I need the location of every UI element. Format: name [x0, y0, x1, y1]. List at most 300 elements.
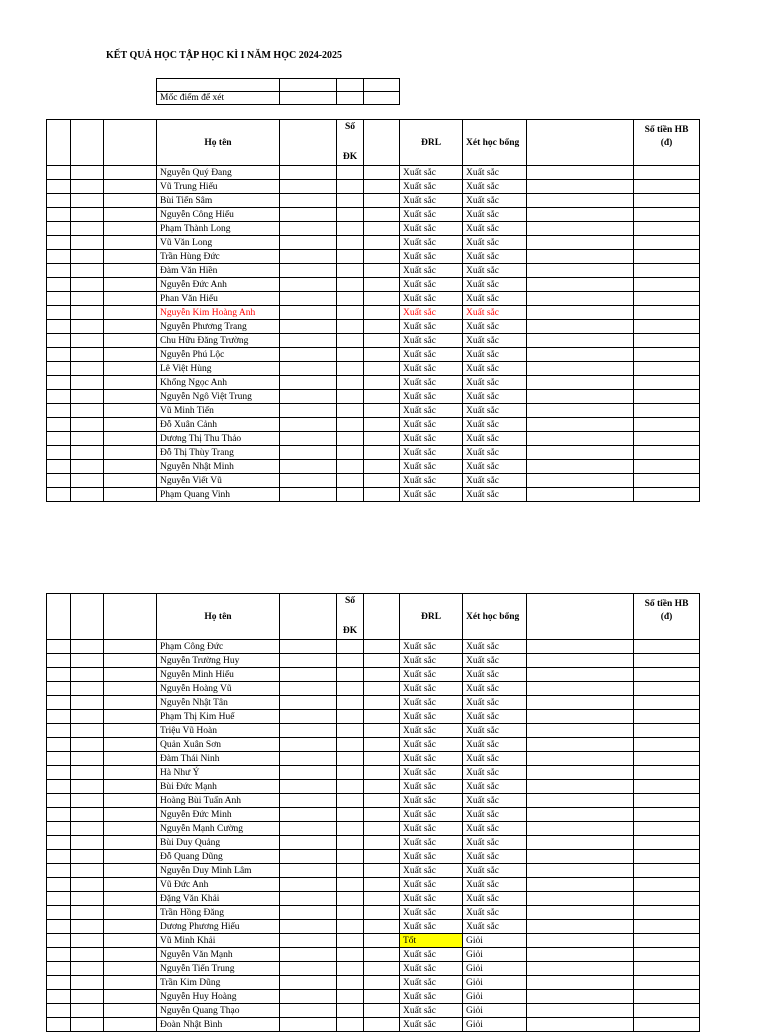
scholarship-value[interactable]: Giỏi	[463, 976, 527, 990]
cell[interactable]	[364, 460, 400, 474]
cell[interactable]	[104, 418, 157, 432]
cell[interactable]	[634, 934, 700, 948]
student-name[interactable]: Vũ Văn Long	[157, 236, 280, 250]
cell[interactable]	[104, 222, 157, 236]
cell[interactable]	[104, 236, 157, 250]
cell[interactable]	[280, 808, 337, 822]
cell[interactable]	[337, 180, 364, 194]
cell[interactable]	[104, 348, 157, 362]
cell[interactable]	[47, 222, 71, 236]
scholarship-value[interactable]: Xuất sắc	[463, 738, 527, 752]
scholarship-value[interactable]: Xuất sắc	[463, 696, 527, 710]
drl-value[interactable]: Xuất sắc	[400, 822, 463, 836]
cell[interactable]	[104, 822, 157, 836]
cell[interactable]	[337, 724, 364, 738]
cell[interactable]	[71, 418, 104, 432]
cell[interactable]	[71, 920, 104, 934]
cell[interactable]	[47, 488, 71, 502]
cell[interactable]	[47, 696, 71, 710]
cell[interactable]	[364, 432, 400, 446]
cell[interactable]	[71, 906, 104, 920]
scholarship-value[interactable]: Giỏi	[463, 934, 527, 948]
cell[interactable]	[280, 710, 337, 724]
cell[interactable]	[47, 990, 71, 1004]
cell[interactable]	[364, 878, 400, 892]
cell[interactable]	[337, 194, 364, 208]
cell[interactable]	[364, 906, 400, 920]
cell[interactable]	[47, 432, 71, 446]
cell[interactable]	[364, 320, 400, 334]
cell[interactable]	[634, 446, 700, 460]
cell[interactable]	[364, 962, 400, 976]
cell[interactable]	[337, 836, 364, 850]
student-name[interactable]: Nguyễn Văn Mạnh	[157, 948, 280, 962]
cell[interactable]	[364, 640, 400, 654]
cell[interactable]	[47, 976, 71, 990]
drl-value[interactable]: Xuất sắc	[400, 376, 463, 390]
cell[interactable]	[527, 292, 634, 306]
cell[interactable]	[337, 752, 364, 766]
scholarship-value[interactable]: Xuất sắc	[463, 780, 527, 794]
student-name[interactable]: Vũ Đức Anh	[157, 878, 280, 892]
cell[interactable]	[634, 334, 700, 348]
cell[interactable]	[280, 668, 337, 682]
cell[interactable]	[337, 432, 364, 446]
cell[interactable]	[364, 766, 400, 780]
cell[interactable]	[71, 780, 104, 794]
cell[interactable]	[634, 404, 700, 418]
cell[interactable]	[364, 724, 400, 738]
cell[interactable]	[71, 864, 104, 878]
cell[interactable]	[527, 418, 634, 432]
drl-value[interactable]: Xuất sắc	[400, 668, 463, 682]
cell[interactable]	[71, 432, 104, 446]
cell[interactable]	[104, 404, 157, 418]
cell[interactable]	[280, 418, 337, 432]
cell[interactable]	[47, 446, 71, 460]
cell[interactable]	[47, 1018, 71, 1032]
cell[interactable]	[71, 738, 104, 752]
cell[interactable]	[337, 1004, 364, 1018]
cell[interactable]	[280, 1004, 337, 1018]
cell[interactable]	[337, 640, 364, 654]
cell[interactable]	[364, 222, 400, 236]
cell[interactable]	[337, 166, 364, 180]
cell[interactable]	[527, 250, 634, 264]
cell[interactable]	[337, 208, 364, 222]
cell[interactable]	[364, 446, 400, 460]
header-ho-ten[interactable]: Họ tên	[157, 120, 280, 166]
student-name[interactable]: Nguyễn Viết Vũ	[157, 474, 280, 488]
drl-value[interactable]: Xuất sắc	[400, 250, 463, 264]
student-name[interactable]: Lê Việt Hùng	[157, 362, 280, 376]
cell[interactable]	[47, 850, 71, 864]
cell[interactable]	[71, 1018, 104, 1032]
cell[interactable]	[337, 794, 364, 808]
cell[interactable]	[364, 1018, 400, 1032]
cell[interactable]	[527, 892, 634, 906]
cell[interactable]	[47, 208, 71, 222]
cell[interactable]	[280, 766, 337, 780]
cell[interactable]	[104, 208, 157, 222]
cell[interactable]	[364, 738, 400, 752]
cell[interactable]	[71, 836, 104, 850]
cell[interactable]	[71, 474, 104, 488]
student-name[interactable]: Phạm Quang Vinh	[157, 488, 280, 502]
cell[interactable]	[527, 990, 634, 1004]
cell[interactable]	[280, 892, 337, 906]
cell[interactable]	[337, 976, 364, 990]
cell[interactable]	[71, 362, 104, 376]
scholarship-value[interactable]: Giỏi	[463, 1004, 527, 1018]
cell[interactable]	[47, 724, 71, 738]
cell[interactable]	[527, 120, 634, 166]
cell[interactable]	[71, 766, 104, 780]
scholarship-value[interactable]: Xuất sắc	[463, 808, 527, 822]
student-name[interactable]: Nguyễn Kim Hoàng Anh	[157, 306, 280, 320]
header-so-tien-hb[interactable]	[634, 594, 700, 640]
scholarship-value[interactable]: Xuất sắc	[463, 222, 527, 236]
drl-value[interactable]: Xuất sắc	[400, 976, 463, 990]
drl-value[interactable]: Xuất sắc	[400, 780, 463, 794]
cell[interactable]	[104, 594, 157, 640]
cell[interactable]	[337, 92, 364, 105]
cell[interactable]	[47, 780, 71, 794]
cell[interactable]	[47, 460, 71, 474]
cell[interactable]	[527, 668, 634, 682]
scholarship-value[interactable]: Xuất sắc	[463, 752, 527, 766]
cell[interactable]	[527, 920, 634, 934]
cell[interactable]	[71, 446, 104, 460]
drl-value[interactable]: Xuất sắc	[400, 1018, 463, 1032]
cell[interactable]	[47, 264, 71, 278]
scholarship-value[interactable]: Xuất sắc	[463, 836, 527, 850]
student-name[interactable]: Nguyễn Nhật Minh	[157, 460, 280, 474]
cell[interactable]	[527, 794, 634, 808]
cell[interactable]	[527, 320, 634, 334]
cell[interactable]	[337, 878, 364, 892]
cell[interactable]	[337, 808, 364, 822]
cell[interactable]	[280, 488, 337, 502]
cell[interactable]	[47, 948, 71, 962]
cell[interactable]	[364, 752, 400, 766]
student-name[interactable]: Dương Phương Hiếu	[157, 920, 280, 934]
cell[interactable]	[280, 236, 337, 250]
cell[interactable]	[527, 724, 634, 738]
cell[interactable]	[337, 990, 364, 1004]
cell[interactable]	[364, 264, 400, 278]
cell[interactable]	[527, 474, 634, 488]
cell[interactable]	[280, 79, 337, 92]
cell[interactable]	[634, 250, 700, 264]
cell[interactable]	[280, 836, 337, 850]
cell[interactable]	[364, 404, 400, 418]
student-name[interactable]: Bùi Tiến Sâm	[157, 194, 280, 208]
cell[interactable]	[337, 474, 364, 488]
student-name[interactable]: Hoàng Bùi Tuấn Anh	[157, 794, 280, 808]
cell[interactable]	[47, 120, 71, 166]
cell[interactable]	[364, 306, 400, 320]
cell[interactable]	[634, 640, 700, 654]
cell[interactable]	[71, 180, 104, 194]
cell[interactable]	[337, 962, 364, 976]
cell[interactable]	[634, 488, 700, 502]
scholarship-value[interactable]: Xuất sắc	[463, 822, 527, 836]
scholarship-value[interactable]: Xuất sắc	[463, 404, 527, 418]
student-name[interactable]: Đỗ Thị Thùy Trang	[157, 446, 280, 460]
cell[interactable]	[527, 850, 634, 864]
drl-value[interactable]: Xuất sắc	[400, 348, 463, 362]
cell[interactable]	[47, 278, 71, 292]
cell[interactable]	[47, 390, 71, 404]
student-name[interactable]: Nguyễn Quang Thạo	[157, 1004, 280, 1018]
cell[interactable]	[634, 320, 700, 334]
cell[interactable]	[71, 594, 104, 640]
cell[interactable]	[527, 822, 634, 836]
scholarship-value[interactable]: Xuất sắc	[463, 654, 527, 668]
cell[interactable]	[104, 948, 157, 962]
cell[interactable]	[47, 654, 71, 668]
drl-value[interactable]: Xuất sắc	[400, 166, 463, 180]
scholarship-value[interactable]: Xuất sắc	[463, 236, 527, 250]
student-name[interactable]: Hà Như Ý	[157, 766, 280, 780]
cell[interactable]	[104, 334, 157, 348]
cell[interactable]	[47, 710, 71, 724]
cell[interactable]	[527, 766, 634, 780]
cell[interactable]	[364, 474, 400, 488]
student-name[interactable]: Bùi Duy Quảng	[157, 836, 280, 850]
cell[interactable]	[104, 836, 157, 850]
cell[interactable]	[280, 594, 337, 640]
cell[interactable]	[47, 362, 71, 376]
cell[interactable]	[337, 488, 364, 502]
cell[interactable]	[47, 836, 71, 850]
cell[interactable]	[337, 446, 364, 460]
cell[interactable]	[47, 892, 71, 906]
cell[interactable]	[337, 250, 364, 264]
cell[interactable]	[527, 654, 634, 668]
student-name[interactable]: Đỗ Xuân Cảnh	[157, 418, 280, 432]
cell[interactable]	[634, 236, 700, 250]
cell[interactable]	[104, 724, 157, 738]
drl-value[interactable]: Xuất sắc	[400, 362, 463, 376]
cell[interactable]	[634, 738, 700, 752]
drl-value[interactable]: Xuất sắc	[400, 696, 463, 710]
student-name[interactable]: Bùi Đức Mạnh	[157, 780, 280, 794]
cell[interactable]	[364, 278, 400, 292]
cell[interactable]	[364, 292, 400, 306]
cell[interactable]	[71, 934, 104, 948]
cell[interactable]	[634, 180, 700, 194]
drl-value[interactable]: Xuất sắc	[400, 864, 463, 878]
cell[interactable]	[527, 166, 634, 180]
cell[interactable]	[634, 292, 700, 306]
cell[interactable]	[71, 948, 104, 962]
scholarship-value[interactable]: Xuất sắc	[463, 278, 527, 292]
cell[interactable]	[527, 222, 634, 236]
cell[interactable]	[527, 934, 634, 948]
cell[interactable]	[71, 808, 104, 822]
cell[interactable]	[280, 976, 337, 990]
cell[interactable]	[47, 822, 71, 836]
cell[interactable]	[527, 1018, 634, 1032]
cell[interactable]	[527, 194, 634, 208]
cell[interactable]	[71, 976, 104, 990]
cell[interactable]	[634, 920, 700, 934]
cell[interactable]	[280, 446, 337, 460]
scholarship-value[interactable]: Xuất sắc	[463, 892, 527, 906]
cell[interactable]	[280, 474, 337, 488]
cell[interactable]	[104, 682, 157, 696]
threshold-label[interactable]: Mốc điểm để xét	[157, 92, 280, 105]
cell[interactable]	[71, 892, 104, 906]
cell[interactable]	[104, 1004, 157, 1018]
student-name[interactable]: Dương Thị Thu Thảo	[157, 432, 280, 446]
cell[interactable]	[527, 640, 634, 654]
cell[interactable]	[364, 418, 400, 432]
cell[interactable]	[527, 976, 634, 990]
cell[interactable]	[280, 120, 337, 166]
cell[interactable]	[47, 738, 71, 752]
cell[interactable]	[104, 250, 157, 264]
cell[interactable]	[527, 594, 634, 640]
cell[interactable]	[634, 166, 700, 180]
cell[interactable]	[634, 794, 700, 808]
cell[interactable]	[634, 682, 700, 696]
student-name[interactable]: Nguyễn Mạnh Cường	[157, 822, 280, 836]
drl-value[interactable]: Xuất sắc	[400, 962, 463, 976]
cell[interactable]	[337, 892, 364, 906]
cell[interactable]	[364, 836, 400, 850]
cell[interactable]	[527, 236, 634, 250]
cell[interactable]	[71, 208, 104, 222]
scholarship-value[interactable]: Xuất sắc	[463, 320, 527, 334]
cell[interactable]	[337, 934, 364, 948]
cell[interactable]	[280, 278, 337, 292]
cell[interactable]	[71, 878, 104, 892]
cell[interactable]	[634, 390, 700, 404]
cell[interactable]	[71, 962, 104, 976]
cell[interactable]	[47, 418, 71, 432]
cell[interactable]	[71, 250, 104, 264]
cell[interactable]	[280, 738, 337, 752]
cell[interactable]	[634, 348, 700, 362]
cell[interactable]	[47, 180, 71, 194]
student-name[interactable]: Chu Hữu Đăng Trường	[157, 334, 280, 348]
cell[interactable]	[47, 864, 71, 878]
cell[interactable]	[280, 878, 337, 892]
student-name[interactable]: Đặng Văn Khải	[157, 892, 280, 906]
cell[interactable]	[364, 822, 400, 836]
header-drl[interactable]: ĐRL	[400, 120, 463, 166]
cell[interactable]	[280, 390, 337, 404]
cell[interactable]	[527, 780, 634, 794]
student-name[interactable]: Nguyễn Phú Lộc	[157, 348, 280, 362]
cell[interactable]	[337, 668, 364, 682]
drl-value[interactable]: Xuất sắc	[400, 208, 463, 222]
cell[interactable]	[71, 120, 104, 166]
cell[interactable]	[71, 376, 104, 390]
cell[interactable]	[364, 976, 400, 990]
cell[interactable]	[47, 594, 71, 640]
cell[interactable]	[47, 640, 71, 654]
scholarship-value[interactable]: Xuất sắc	[463, 446, 527, 460]
drl-value[interactable]: Xuất sắc	[400, 906, 463, 920]
cell[interactable]	[47, 474, 71, 488]
student-name[interactable]: Vũ Trung Hiếu	[157, 180, 280, 194]
cell[interactable]	[364, 236, 400, 250]
drl-value[interactable]: Xuất sắc	[400, 724, 463, 738]
drl-value[interactable]: Xuất sắc	[400, 794, 463, 808]
cell[interactable]	[47, 306, 71, 320]
student-name[interactable]: Phạm Thị Kim Huế	[157, 710, 280, 724]
cell[interactable]	[104, 794, 157, 808]
scholarship-value[interactable]: Xuất sắc	[463, 766, 527, 780]
cell[interactable]	[280, 376, 337, 390]
cell[interactable]	[634, 194, 700, 208]
cell[interactable]	[47, 962, 71, 976]
drl-value[interactable]: Xuất sắc	[400, 180, 463, 194]
scholarship-value[interactable]: Giỏi	[463, 948, 527, 962]
cell[interactable]	[634, 376, 700, 390]
cell[interactable]	[337, 306, 364, 320]
cell[interactable]	[104, 864, 157, 878]
student-name[interactable]: Nguyễn Phương Trang	[157, 320, 280, 334]
scholarship-value[interactable]: Xuất sắc	[463, 166, 527, 180]
drl-value[interactable]: Xuất sắc	[400, 710, 463, 724]
cell[interactable]	[634, 668, 700, 682]
cell[interactable]	[280, 990, 337, 1004]
student-name[interactable]: Đàm Thái Ninh	[157, 752, 280, 766]
cell[interactable]	[337, 418, 364, 432]
cell[interactable]	[527, 376, 634, 390]
cell[interactable]	[47, 376, 71, 390]
cell[interactable]	[527, 432, 634, 446]
scholarship-value[interactable]: Giỏi	[463, 1018, 527, 1032]
cell[interactable]	[104, 654, 157, 668]
cell[interactable]	[364, 194, 400, 208]
scholarship-value[interactable]: Xuất sắc	[463, 710, 527, 724]
cell[interactable]	[104, 780, 157, 794]
cell[interactable]	[364, 488, 400, 502]
drl-value[interactable]: Xuất sắc	[400, 236, 463, 250]
cell[interactable]	[280, 250, 337, 264]
cell[interactable]	[337, 348, 364, 362]
cell[interactable]	[104, 696, 157, 710]
cell[interactable]	[634, 990, 700, 1004]
cell[interactable]	[71, 390, 104, 404]
cell[interactable]	[71, 460, 104, 474]
cell[interactable]	[337, 738, 364, 752]
cell[interactable]	[527, 334, 634, 348]
student-name[interactable]: Nguyễn Đức Anh	[157, 278, 280, 292]
scholarship-value[interactable]: Xuất sắc	[463, 668, 527, 682]
cell[interactable]	[104, 120, 157, 166]
cell[interactable]	[47, 752, 71, 766]
cell[interactable]	[364, 166, 400, 180]
cell[interactable]	[634, 222, 700, 236]
cell[interactable]	[104, 320, 157, 334]
drl-value[interactable]: Xuất sắc	[400, 850, 463, 864]
drl-value[interactable]: Xuất sắc	[400, 920, 463, 934]
cell[interactable]	[104, 934, 157, 948]
cell[interactable]	[104, 920, 157, 934]
cell[interactable]	[104, 878, 157, 892]
cell[interactable]	[364, 850, 400, 864]
cell[interactable]	[337, 682, 364, 696]
cell[interactable]	[104, 180, 157, 194]
cell[interactable]	[280, 850, 337, 864]
